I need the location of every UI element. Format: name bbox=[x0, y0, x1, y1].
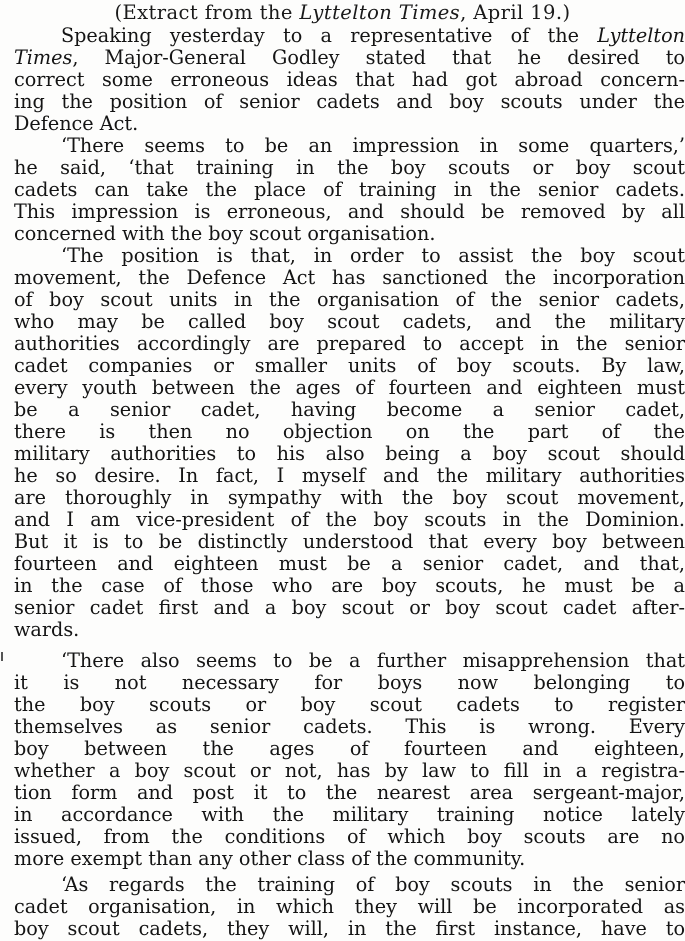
text-line: tion form and post it to the nearest area sergeant-major, bbox=[14, 781, 685, 804]
text-line: ing the position of senior cadets and boy scouts under the bbox=[14, 90, 685, 113]
text-line: there is then no objection on the part of the bbox=[14, 420, 685, 443]
text-line: ‘The position is that, in order to assist the boy scout bbox=[61, 244, 685, 267]
text-line: and I am vice-president of the boy scouts in the Dominion. bbox=[14, 508, 685, 531]
text-line: fourteen and eighteen must be a senior cadet, and that, bbox=[14, 552, 685, 575]
text-line: are thoroughly in sympathy with the boy scout movement, bbox=[14, 486, 685, 509]
text-line: ‘There also seems to be a further misapprehension that bbox=[61, 649, 685, 672]
text-line: movement, the Defence Act has sanctioned the incorporation bbox=[14, 266, 685, 289]
text-line: boy between the ages of fourteen and eighteen, bbox=[14, 737, 685, 760]
text-line: ‘As regards the training of boy scouts in the senior bbox=[61, 873, 685, 896]
text-line: more exempt than any other class of the community. bbox=[14, 847, 526, 870]
text-line: whether a boy scout or not, has by law to fill in a registra- bbox=[14, 759, 685, 782]
text-line: cadets can take the place of training in the senior cadets. bbox=[14, 178, 685, 201]
text-line: concerned with the boy scout organisation. bbox=[14, 222, 436, 245]
text-line: wards. bbox=[14, 618, 80, 641]
extract-heading: (Extract from the Lyttelton Times, April 19.) bbox=[114, 1, 571, 24]
text-line: senior cadet first and a boy scout or boy scout cadet after- bbox=[14, 596, 685, 619]
text-line: This impression is erroneous, and should be removed by all bbox=[14, 200, 685, 223]
text-line: correct some erroneous ideas that had got abroad concern- bbox=[14, 68, 685, 91]
text-line: every youth between the ages of fourteen and eighteen must bbox=[14, 376, 685, 399]
text-line: in accordance with the military training notice lately bbox=[14, 803, 685, 826]
text-line: authorities accordingly are prepared to accept in the senior bbox=[14, 332, 685, 355]
text-line: But it is to be distinctly understood that every boy between bbox=[14, 530, 685, 553]
text-line: themselves as senior cadets. This is wrong. Every bbox=[14, 715, 685, 738]
text-line: Speaking yesterday to a representative of the Lyttelton bbox=[61, 24, 685, 47]
text-line: it is not necessary for boys now belonging to bbox=[14, 671, 685, 694]
text-line: cadet organisation, in which they will be incorporated as bbox=[14, 895, 685, 918]
text-line: cadet companies or smaller units of boy scouts. By law, bbox=[14, 354, 685, 377]
text-line: who may be called boy scout cadets, and the military bbox=[14, 310, 685, 333]
margin-mark bbox=[1, 652, 3, 661]
text-line: boy scout cadets, they will, in the first instance, have to bbox=[14, 917, 685, 940]
text-line: issued, from the conditions of which boy scouts are no bbox=[14, 825, 685, 848]
text-line: ‘There seems to be an impression in some quarters,’ bbox=[61, 134, 685, 157]
text-line: Times, Major-General Godley stated that he desired to bbox=[14, 46, 685, 69]
text-line: he so desire. In fact, I myself and the military authorities bbox=[14, 464, 685, 487]
text-line: Defence Act. bbox=[14, 112, 139, 135]
text-line: the boy scouts or boy scout cadets to register bbox=[14, 693, 685, 716]
text-line: military authorities to his also being a boy scout should bbox=[14, 442, 685, 465]
text-line: be a senior cadet, having become a senior cadet, bbox=[14, 398, 685, 421]
text-line: he said, ‘that training in the boy scouts or boy scout bbox=[14, 156, 685, 179]
text-line: in the case of those who are boy scouts, he must be a bbox=[14, 574, 685, 597]
text-line: of boy scout units in the organisation of the senior cadets, bbox=[14, 288, 685, 311]
